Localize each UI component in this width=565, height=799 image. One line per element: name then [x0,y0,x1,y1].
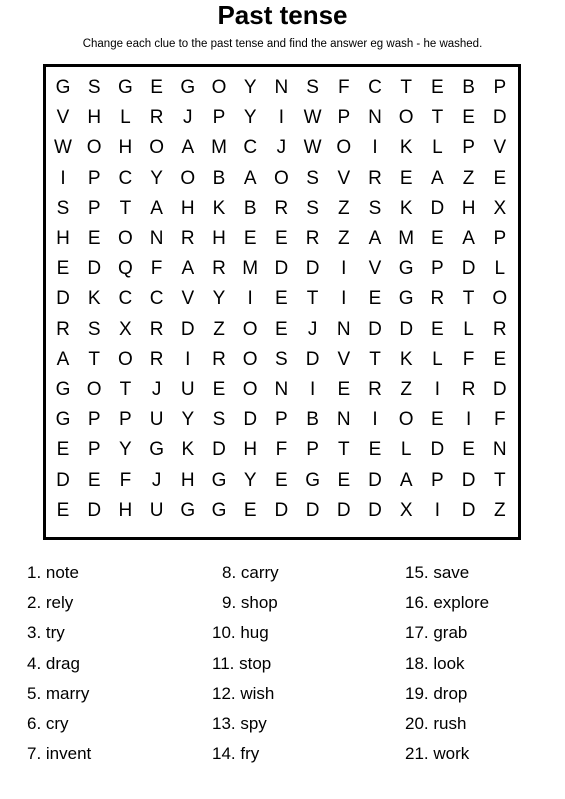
grid-letter[interactable]: Z [213,318,225,340]
grid-letter[interactable]: J [276,137,287,159]
grid-letter[interactable]: D [368,499,382,521]
grid-letter[interactable]: E [212,379,226,400]
grid-letter[interactable]: S [306,197,319,219]
grid-letter[interactable]: O [242,379,258,400]
grid-letter[interactable]: E [462,439,475,461]
grid-letter[interactable]: D [243,409,258,431]
grid-letter[interactable]: D [305,499,320,521]
grid-letter[interactable]: P [87,197,101,219]
grid-letter[interactable]: D [492,379,507,400]
grid-letter[interactable]: R [430,288,445,310]
grid-letter[interactable]: K [399,348,413,370]
grid-letter[interactable]: G [55,379,71,400]
grid-letter[interactable]: R [368,379,382,400]
grid-letter[interactable]: H [180,469,195,491]
grid-letter[interactable]: D [305,348,320,370]
grid-letter[interactable]: R [56,318,70,340]
page-title: Past tense [217,0,348,30]
grid-letter[interactable]: D [430,197,445,219]
grid-letter[interactable]: A [243,167,257,189]
grid-letter[interactable]: O [242,348,258,370]
grid-letter[interactable]: X [119,318,132,340]
grid-letter[interactable]: F [462,348,475,370]
grid-letter[interactable]: J [183,107,193,129]
grid-letter[interactable]: D [368,318,382,340]
grid-letter[interactable]: E [243,228,257,249]
clue-item: 8. carry [222,563,279,582]
grid-letter[interactable]: A [462,228,475,249]
grid-letter[interactable]: E [431,318,444,340]
grid-letter[interactable]: D [461,258,476,280]
grid-letter[interactable]: G [305,469,320,491]
grid-letter[interactable]: E [431,409,444,431]
grid-letter[interactable]: V [337,348,351,370]
grid-letter[interactable]: O [149,137,164,159]
grid-letter[interactable]: I [372,409,378,431]
grid-letter[interactable]: M [242,258,259,280]
grid-letter[interactable]: Z [337,197,350,219]
grid-letter[interactable]: G [118,77,133,98]
grid-letter[interactable]: B [462,77,475,98]
grid-letter[interactable]: C [243,137,258,159]
grid-letter[interactable]: E [431,77,444,98]
grid-letter[interactable]: I [278,107,285,129]
grid-letter[interactable]: G [211,469,227,491]
grid-letter[interactable]: T [306,288,319,310]
grid-letter[interactable]: V [56,107,70,129]
grid-letter[interactable]: C [118,288,133,310]
grid-letter[interactable]: F [119,469,132,491]
grid-letter[interactable]: R [305,228,320,249]
grid-letter[interactable]: J [151,379,162,400]
grid-letter[interactable]: D [87,258,102,280]
grid-letter[interactable]: Y [243,107,257,129]
grid-letter[interactable]: P [212,107,226,129]
grid-letter[interactable]: Q [118,258,133,280]
grid-letter[interactable]: T [493,469,506,491]
grid-letter[interactable]: K [181,439,195,461]
grid-letter[interactable]: G [211,499,227,521]
grid-letter[interactable]: D [461,499,476,521]
grid-letter[interactable]: N [274,379,289,400]
grid-letter[interactable]: D [368,469,382,491]
grid-letter[interactable]: S [306,167,319,189]
grid-letter[interactable]: P [306,439,319,461]
grid-letter[interactable]: E [399,167,413,189]
grid-letter[interactable]: Z [400,379,412,400]
grid-letter[interactable]: B [243,197,257,219]
grid-letter[interactable]: H [461,197,476,219]
grid-letter[interactable]: P [431,469,444,491]
grid-letter[interactable]: H [118,499,133,521]
grid-letter[interactable]: U [180,379,195,400]
grid-letter[interactable]: D [180,318,195,340]
grid-letter[interactable]: C [368,77,382,98]
grid-letter[interactable]: O [118,228,133,249]
grid-letter[interactable]: T [337,439,350,461]
clue-item: 7. invent [27,744,92,764]
grid-letter[interactable]: S [87,77,101,98]
grid-letter[interactable]: N [336,409,351,431]
grid-letter[interactable]: D [399,318,414,340]
grid-letter[interactable]: I [434,499,441,521]
grid-letter[interactable]: T [88,348,100,370]
grid-letter[interactable]: N [492,439,507,461]
grid-letter[interactable]: E [368,439,382,461]
grid-letter[interactable]: K [87,288,101,310]
grid-letter[interactable]: D [336,499,351,521]
clue-item: 17. grab [405,623,468,643]
grid-letter[interactable]: H [56,228,70,249]
grid-letter[interactable]: N [336,318,351,340]
grid-letter[interactable]: Y [243,469,257,491]
grid-letter[interactable]: E [56,499,70,521]
grid-letter[interactable]: I [434,379,441,400]
grid-letter[interactable]: R [368,167,382,189]
grid-letter[interactable]: M [398,228,415,249]
grid-letter[interactable]: U [149,409,164,431]
grid-letter[interactable]: E [243,499,257,521]
grid-letter[interactable]: B [306,409,319,431]
grid-letter[interactable]: G [180,77,196,98]
grid-letter[interactable]: L [463,318,474,340]
grid-letter[interactable]: I [372,137,378,159]
grid-letter[interactable]: V [181,288,195,310]
grid-letter[interactable]: I [465,409,472,431]
grid-letter[interactable]: Y [119,439,132,461]
grid-letter[interactable]: T [119,379,132,400]
grid-letter[interactable]: R [461,379,476,400]
clue-item: 4. drag [27,653,80,673]
grid-letter[interactable]: S [275,348,288,370]
grid-letter[interactable]: D [56,469,70,491]
grid-letter[interactable]: E [337,469,351,491]
grid-letter[interactable]: H [118,137,133,159]
grid-letter[interactable]: A [399,469,413,491]
grid-letter[interactable]: D [461,469,476,491]
grid-letter[interactable]: X [493,197,507,219]
clue-item: 2. rely [27,593,74,613]
grid-letter[interactable]: Y [181,409,195,431]
grid-letter[interactable]: S [306,77,319,98]
grid-letter[interactable]: P [119,409,132,431]
grid-letter[interactable]: O [118,348,133,370]
clue-item: 6. cry [27,714,69,733]
grid-letter[interactable]: E [150,77,163,98]
grid-letter[interactable]: G [180,499,196,521]
clue-item: 14. fry [212,744,260,764]
grid-letter[interactable]: O [492,288,508,310]
grid-letter[interactable]: G [55,77,71,98]
grid-letter[interactable]: I [60,167,66,189]
clue-item: 16. explore [405,593,490,613]
grid-letter[interactable]: D [430,439,445,461]
grid-letter[interactable]: O [398,409,414,431]
grid-letter[interactable]: O [180,167,196,189]
grid-letter[interactable]: T [431,107,444,129]
grid-letter[interactable]: Z [493,499,506,521]
grid-letter[interactable]: X [399,499,413,521]
grid-letter[interactable]: D [274,258,289,280]
grid-letter[interactable]: A [181,258,195,280]
grid-letter[interactable]: P [87,409,101,431]
grid-letter[interactable]: N [274,77,289,98]
grid-letter[interactable]: R [274,197,289,219]
grid-letter[interactable]: F [493,409,506,431]
clue-item: 11. stop [212,653,272,673]
grid-letter[interactable]: D [212,439,226,461]
grid-letter[interactable]: E [275,288,288,310]
grid-letter[interactable]: O [86,379,102,400]
clue-item: 10. hug [212,623,269,643]
clue-item: 15. save [405,563,470,582]
grid-letter[interactable]: O [274,167,289,189]
grid-letter[interactable]: A [150,197,163,219]
grid-letter[interactable]: E [56,439,70,461]
grid-letter[interactable]: Z [337,228,350,249]
grid-letter[interactable]: E [87,469,101,491]
clue-item: 21. work [405,744,470,764]
grid-letter[interactable]: C [118,167,133,189]
grid-letter[interactable]: E [431,228,444,249]
grid-letter[interactable]: L [120,107,131,129]
grid-letter[interactable]: S [56,197,70,219]
grid-letter[interactable]: E [87,228,101,249]
grid-letter[interactable]: P [493,228,507,249]
grid-letter[interactable]: R [180,228,195,249]
grid-letter[interactable]: H [212,228,226,249]
grid-letter[interactable]: P [87,167,101,189]
grid-letter[interactable]: N [368,107,382,129]
grid-letter[interactable]: T [369,348,381,370]
grid-letter[interactable]: R [212,348,226,370]
grid-letter[interactable]: O [398,107,414,129]
grid-letter[interactable]: K [399,197,413,219]
grid-letter[interactable]: M [211,137,227,159]
grid-letter[interactable]: L [494,258,506,280]
grid-letter[interactable]: E [462,107,475,129]
grid-letter[interactable]: F [275,439,288,461]
grid-letter[interactable]: U [149,499,164,521]
grid-letter[interactable]: A [368,228,382,249]
grid-letter[interactable]: P [275,409,288,431]
grid-letter[interactable]: S [87,318,101,340]
grid-letter[interactable]: I [341,258,347,280]
grid-letter[interactable]: Y [150,167,163,189]
grid-letter[interactable]: P [87,439,101,461]
grid-letter[interactable]: O [242,318,258,340]
grid-letter[interactable]: L [432,348,443,370]
grid-letter[interactable]: E [275,318,288,340]
grid-letter[interactable]: V [493,137,507,159]
grid-letter[interactable]: O [336,137,352,159]
grid-letter[interactable]: R [149,107,164,129]
grid-letter[interactable]: S [212,409,226,431]
grid-letter[interactable]: F [150,258,163,280]
grid-letter[interactable]: H [87,107,102,129]
instructions: Change each clue to the past tense and find the answer eg wash - he washed. [82,38,483,50]
grid-letter[interactable]: A [181,137,195,159]
grid-letter[interactable]: I [247,288,253,310]
grid-letter[interactable]: G [398,288,414,310]
grid-letter[interactable]: P [462,137,475,159]
grid-letter[interactable]: J [151,469,162,491]
grid-letter[interactable]: G [55,409,71,431]
clue-item: 12. wish [212,683,275,703]
grid-letter[interactable]: W [303,137,322,159]
grid-letter[interactable]: O [211,77,227,98]
grid-letter[interactable]: R [212,258,226,280]
grid-letter[interactable]: E [56,258,70,280]
grid-letter[interactable]: A [431,167,444,189]
grid-letter[interactable]: D [87,499,102,521]
grid-letter[interactable]: A [56,348,70,370]
grid-letter[interactable]: T [400,77,412,98]
grid-letter[interactable]: J [307,318,318,340]
grid-letter[interactable]: P [431,258,444,280]
grid-letter[interactable]: C [149,288,164,310]
grid-letter[interactable]: W [303,107,322,129]
grid-letter[interactable]: E [493,167,507,189]
clue-item: 13. spy [212,714,267,733]
grid-letter[interactable]: N [149,228,164,249]
grid-letter[interactable]: T [462,288,475,310]
grid-letter[interactable]: R [492,318,507,340]
grid-letter[interactable]: D [305,258,320,280]
grid-letter[interactable]: H [243,439,258,461]
grid-letter[interactable]: E [275,469,288,491]
clue-item: 9. shop [222,593,278,613]
grid-letter[interactable]: K [399,137,413,159]
grid-letter[interactable]: Z [462,167,475,189]
grid-letter[interactable]: I [309,379,316,400]
grid-letter[interactable]: H [180,197,195,219]
grid-letter[interactable]: V [368,258,382,280]
clue-item: 18. look [405,653,465,673]
grid-letter[interactable]: O [86,137,102,159]
clue-item: 19. drop [405,683,468,703]
grid-letter[interactable]: I [341,288,347,310]
grid-letter[interactable]: L [432,137,443,159]
grid-letter[interactable]: S [368,197,382,219]
grid-letter[interactable]: V [337,167,351,189]
word-search-grid [43,64,521,540]
grid-letter[interactable]: P [493,77,507,98]
grid-letter[interactable]: Y [212,288,226,310]
grid-letter[interactable]: L [400,439,412,461]
grid-letter[interactable]: D [492,107,507,129]
grid-letter[interactable]: G [149,439,164,461]
grid-letter[interactable]: R [149,318,164,340]
clue-item: 1. note [27,563,79,582]
grid-letter[interactable]: E [337,379,351,400]
grid-letter[interactable]: P [337,107,351,129]
clue-item: 3. try [27,623,65,643]
grid-letter[interactable]: E [275,228,288,249]
grid-letter[interactable]: T [119,197,132,219]
grid-letter[interactable]: B [212,167,226,189]
clue-item: 5. marry [27,683,90,703]
clue-item: 20. rush [405,714,467,733]
grid-letter[interactable]: F [337,77,350,98]
grid-letter[interactable]: D [274,499,289,521]
grid-letter[interactable]: W [54,137,72,159]
grid-letter[interactable]: R [149,348,164,370]
grid-letter[interactable]: Y [243,77,257,98]
grid-letter[interactable]: K [212,197,226,219]
grid-letter[interactable]: G [398,258,414,280]
grid-letter[interactable]: D [56,288,70,310]
grid-letter[interactable]: E [368,288,382,310]
grid-letter[interactable]: I [185,348,191,370]
grid-letter[interactable]: E [493,348,507,370]
